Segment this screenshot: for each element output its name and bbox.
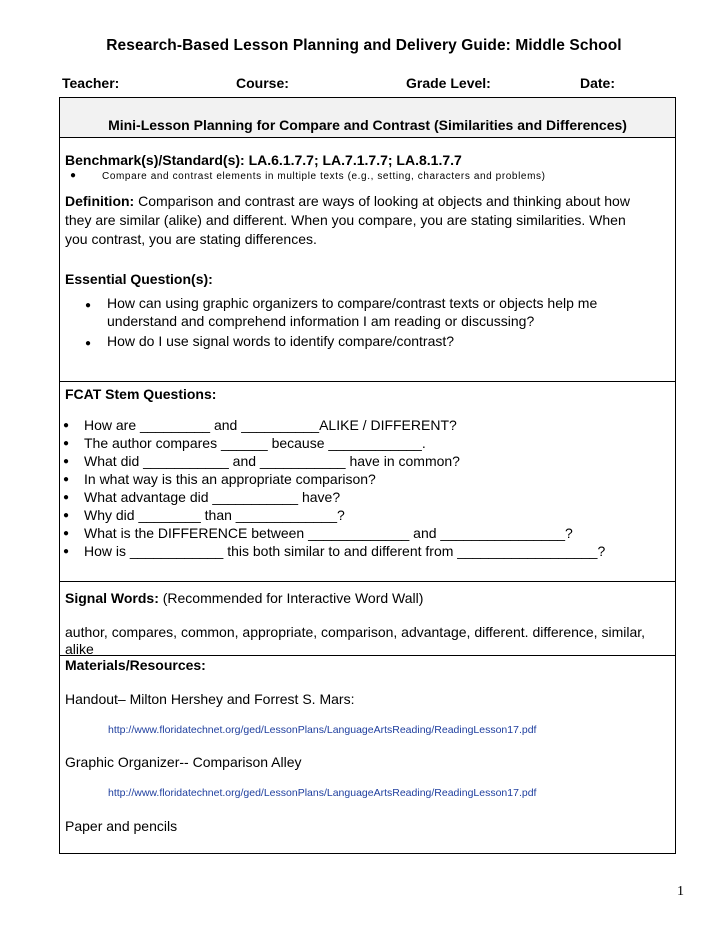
materials-section xyxy=(59,655,676,854)
benchmark-section xyxy=(59,137,676,382)
teacher-label: Teacher: xyxy=(62,75,120,91)
materials-label: Materials/Resources: xyxy=(65,657,206,673)
course-label: Course: xyxy=(236,75,289,91)
bullet-icon: ● xyxy=(63,456,70,467)
fcat-item-text: How are _________ and __________ALIKE / DIFFERENT? xyxy=(84,417,457,433)
fcat-item-text: In what way is this an appropriate comparison? xyxy=(84,471,376,487)
fcat-item-text: Why did ________ than _____________? xyxy=(84,507,345,523)
mini-lesson-header xyxy=(59,97,676,137)
essential-questions-label: Essential Question(s): xyxy=(65,271,213,287)
signal-words-line1: author, compares, common, appropriate, comparison, advantage, different. difference, similar, xyxy=(65,624,646,640)
definition-line1 xyxy=(65,191,669,211)
signal-words-label: Signal Words: xyxy=(65,590,159,606)
fcat-item xyxy=(63,543,663,561)
fcat-item xyxy=(63,471,623,489)
definition-label: Definition: xyxy=(65,193,135,209)
signal-words-section xyxy=(59,581,676,656)
materials-item-1: Handout– Milton Hershey and Forrest S. Mars: xyxy=(65,691,355,707)
fcat-label: FCAT Stem Questions: xyxy=(65,386,217,402)
definition-text-1: Comparison and contrast are ways of looking at objects and thinking about how xyxy=(134,193,630,209)
bullet-icon: ● xyxy=(85,300,92,311)
bullet-icon: ● xyxy=(70,170,77,181)
materials-item-3: Paper and pencils xyxy=(65,818,178,834)
grade-level-label: Grade Level: xyxy=(406,75,491,91)
fcat-item xyxy=(63,435,623,453)
fcat-item xyxy=(63,507,623,525)
definition-line2: they are similar (alike) and different. When you compare, you are stating similarities. When xyxy=(65,212,626,228)
date-label: Date: xyxy=(580,75,616,91)
organizer-link[interactable]: http://www.floridatechnet.org/ged/LessonPlans/LanguageArtsReading/ReadingLesson17.pdf xyxy=(108,787,537,799)
fcat-item xyxy=(63,525,623,543)
benchmark-text: Compare and contrast elements in multiple texts (e.g., setting, characters and problems) xyxy=(102,171,546,182)
bullet-icon: ● xyxy=(63,510,70,521)
bullet-icon: ● xyxy=(63,528,70,539)
essential-q1-line1: How can using graphic organizers to compare/contrast texts or objects help me xyxy=(107,295,598,311)
essential-q2: How do I use signal words to identify compare/contrast? xyxy=(107,333,455,349)
fcat-section xyxy=(59,381,676,582)
handout-link[interactable]: http://www.floridatechnet.org/ged/LessonPlans/LanguageArtsReading/ReadingLesson17.pdf xyxy=(108,724,537,736)
bullet-icon: ● xyxy=(63,546,70,557)
fcat-item-text: What did ___________ and ___________ have in common? xyxy=(84,453,460,469)
definition-line3: you contrast, you are stating differences. xyxy=(65,231,317,247)
bullet-icon: ● xyxy=(85,338,92,349)
signal-words-heading xyxy=(65,588,669,608)
fcat-item xyxy=(63,489,623,507)
bullet-icon: ● xyxy=(63,492,70,503)
fcat-item xyxy=(63,417,623,435)
fcat-item-text: What advantage did ___________ have? xyxy=(84,489,341,505)
fcat-item-text: The author compares ______ because ____________. xyxy=(84,435,426,451)
mini-lesson-title: Mini-Lesson Planning for Compare and Contrast (Similarities and Differences) xyxy=(108,117,627,133)
signal-words-line2: alike xyxy=(65,641,94,657)
benchmark-label: Benchmark(s)/Standard(s): LA.6.1.7.7; LA.7.1.7.7; LA.8.1.7.7 xyxy=(65,152,462,168)
document-title: Research-Based Lesson Planning and Delivery Guide: Middle School xyxy=(106,37,622,54)
fcat-item-text: How is ____________ this both similar to and different from __________________? xyxy=(84,543,606,559)
fcat-item xyxy=(63,453,623,471)
signal-words-note: (Recommended for Interactive Word Wall) xyxy=(158,590,424,606)
bullet-icon: ● xyxy=(63,474,70,485)
fcat-item-text: What is the DIFFERENCE between _____________ and ________________? xyxy=(84,525,573,541)
bullet-icon: ● xyxy=(63,438,70,449)
materials-item-2: Graphic Organizer-- Comparison Alley xyxy=(65,754,302,770)
essential-q1-line2: understand and comprehend information I am reading or discussing? xyxy=(107,313,535,329)
bullet-icon: ● xyxy=(63,420,70,431)
page-number: 1 xyxy=(677,884,684,899)
